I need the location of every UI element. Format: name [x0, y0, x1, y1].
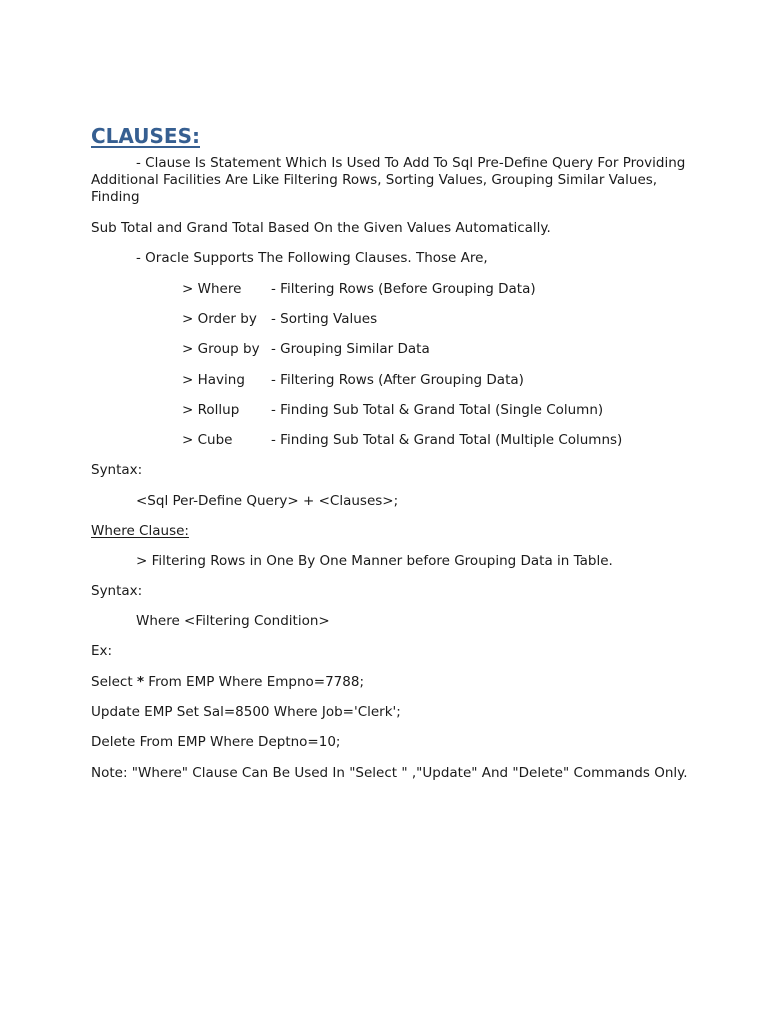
clause-name: > Cube — [182, 432, 233, 448]
example-label: Ex: — [91, 643, 113, 659]
clause-description: - Finding Sub Total & Grand Total (Multiple Columns) — [271, 432, 623, 448]
example-update: Update EMP Set Sal=8500 Where Job='Clerk'; — [91, 704, 401, 720]
clause-description: - Sorting Values — [271, 311, 378, 327]
clause-name: > Having — [182, 372, 245, 388]
clause-description: - Filtering Rows (After Grouping Data) — [271, 372, 524, 388]
example-delete: Delete From EMP Where Deptno=10; — [91, 734, 341, 750]
where-clause-description: > Filtering Rows in One By One Manner before Grouping Data in Table. — [136, 553, 613, 569]
intro-paragraph — [91, 155, 691, 206]
syntax-label: Syntax: — [91, 462, 143, 478]
syntax-value: <Sql Per-Define Query> + <Clauses>; — [136, 493, 399, 509]
where-clause-heading: Where Clause: — [91, 523, 189, 539]
intro-continued: Providing Additional Facilities Are Like Filtering Rows, Sorting Values, Grouping Similar Values, Finding — [91, 155, 686, 205]
supports-text: - Oracle Supports The Following Clauses. Those Are, — [136, 250, 488, 266]
example-select — [91, 674, 364, 691]
clause-name: > Rollup — [182, 402, 240, 418]
intro-first-line: - Clause Is Statement Which Is Used To Add To Sql Pre-Define Query For — [136, 155, 619, 171]
syntax-label: Syntax: — [91, 583, 143, 599]
intro-line-2: Sub Total and Grand Total Based On the Given Values Automatically. — [91, 220, 551, 236]
clause-description: - Grouping Similar Data — [271, 341, 430, 357]
example-select-part: From EMP Where Empno=7788; — [144, 674, 364, 690]
clause-description: - Filtering Rows (Before Grouping Data) — [271, 281, 536, 297]
example-select-part: Select — [91, 674, 137, 690]
clause-name: > Group by — [182, 341, 260, 357]
clause-name: > Order by — [182, 311, 257, 327]
clause-description: - Finding Sub Total & Grand Total (Single Column) — [271, 402, 604, 418]
asterisk-symbol: * — [136, 674, 145, 690]
note-text: Note: "Where" Clause Can Be Used In "Select " ,"Update" And "Delete" Commands Only. — [91, 765, 688, 781]
page-title: CLAUSES: — [91, 124, 200, 148]
syntax-value: Where <Filtering Condition> — [136, 613, 330, 629]
clause-name: > Where — [182, 281, 242, 297]
